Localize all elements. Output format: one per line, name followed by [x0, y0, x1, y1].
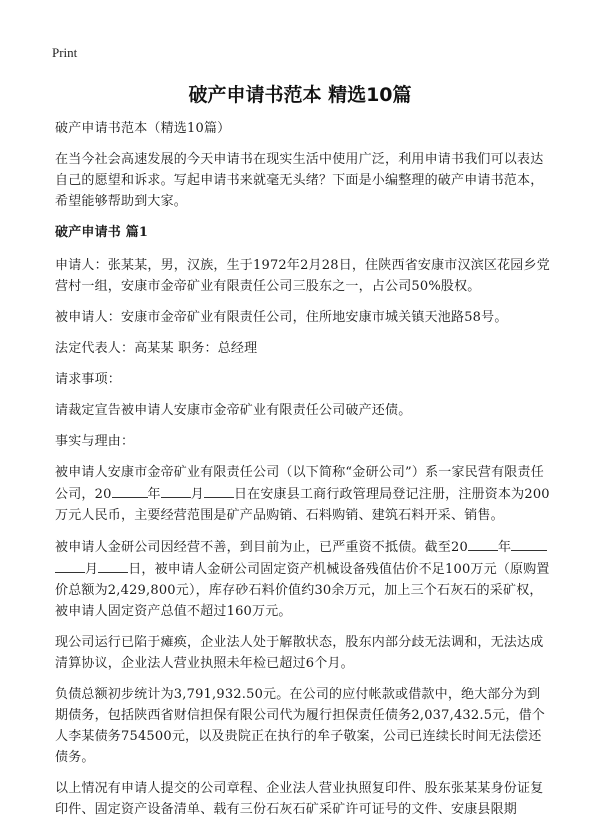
intro-paragraph: 在当今社会高速发展的今天申请书在现实生活中使用广泛，利用申请书我们可以表达自己的愿望和诉求。写起申请书来就毫无头绪？下面是小编整理的破产申请书范本，希望能够帮助到大家。	[55, 152, 544, 209]
legal-rep-paragraph: 法定代表人：高某某 职务：总经理	[55, 341, 258, 356]
section-heading: 破产申请书 篇1	[55, 225, 149, 240]
text-segment: 日，被申请人金研公司固定资产机械设备残值估价不足100万元（原购置价总额为2,429,800元），库存砂石料价值约30余万元，加上三个石灰石的采矿权，被申请人固定资产总值不超过160万元。	[55, 562, 550, 619]
blank-line	[55, 558, 85, 573]
facts-paragraph-3: 现公司运行已陷于瘫痪，企业法人处于解散状态，股东内部分歧无法调和，无法达成清算协议，企业法人营业执照未年检已超过6个月。	[55, 635, 544, 671]
blank-line	[112, 483, 148, 498]
applicant-paragraph: 申请人：张某某，男，汉族，生于1972年2月28日，住陕西省安康市汉滨区花园乡党营村一组，安康市金帝矿业有限责任公司三股东之一，占公司50%股权。	[55, 258, 550, 294]
claims-paragraph: 请裁定宣告被申请人安康市金帝矿业有限责任公司破产还债。	[55, 403, 412, 418]
text-segment: 被申请人金研公司因经营不善，到目前为止，已严重资不抵债。截至20	[55, 540, 468, 555]
text-segment: 月	[85, 562, 99, 577]
facts-paragraph-4: 负债总额初步统计为3,791,932.50元。在公司的应付帐款或借款中，绝大部分为到期债务，包括陕西省财信担保有限公司代为履行担保责任债务2,037,432.5元，借个人李某债务754500元，以及贵院正在执行的牟子敬案，公司已连续长时间无法偿还债务。	[55, 687, 545, 765]
text-segment: 年	[147, 487, 161, 502]
document-title: 破产申请书范本 精选10篇	[188, 84, 412, 106]
claims-label: 请求事项：	[55, 372, 122, 387]
facts-paragraph-2	[55, 536, 550, 622]
blank-line	[511, 536, 547, 551]
facts-paragraph-5: 以上情况有申请人提交的公司章程、企业法人营业执照复印件、股东张某某身份证复印件、固定资产设备清单、载有三份石灰石矿采矿许可证号的文件、安康县限期	[55, 781, 544, 817]
text-segment: 被申请人安康市金帝矿业有限责任公司（以下简称“金研公司”）系一家民营有限责任公司，20	[55, 465, 544, 502]
text-segment: 日在安康县工商行政管理局登记注册，注册资本为200万元人民币，主要经营范围是矿产品购销、石料购销、建筑石料开采、销售。	[55, 487, 550, 523]
subtitle: 破产申请书范本（精选10篇）	[55, 121, 231, 136]
blank-line	[468, 536, 498, 551]
blank-line	[204, 483, 234, 498]
print-link[interactable]: Print	[52, 45, 78, 60]
blank-line	[161, 483, 191, 498]
document-body	[55, 118, 550, 830]
text-segment: 年	[497, 540, 512, 555]
blank-line	[98, 558, 128, 573]
facts-paragraph-1	[55, 462, 550, 526]
respondent-paragraph: 被申请人：安康市金帝矿业有限责任公司，住所地安康市城关镇天池路58号。	[55, 310, 508, 325]
facts-label: 事实与理由：	[55, 434, 135, 449]
text-segment: 月	[190, 487, 204, 502]
